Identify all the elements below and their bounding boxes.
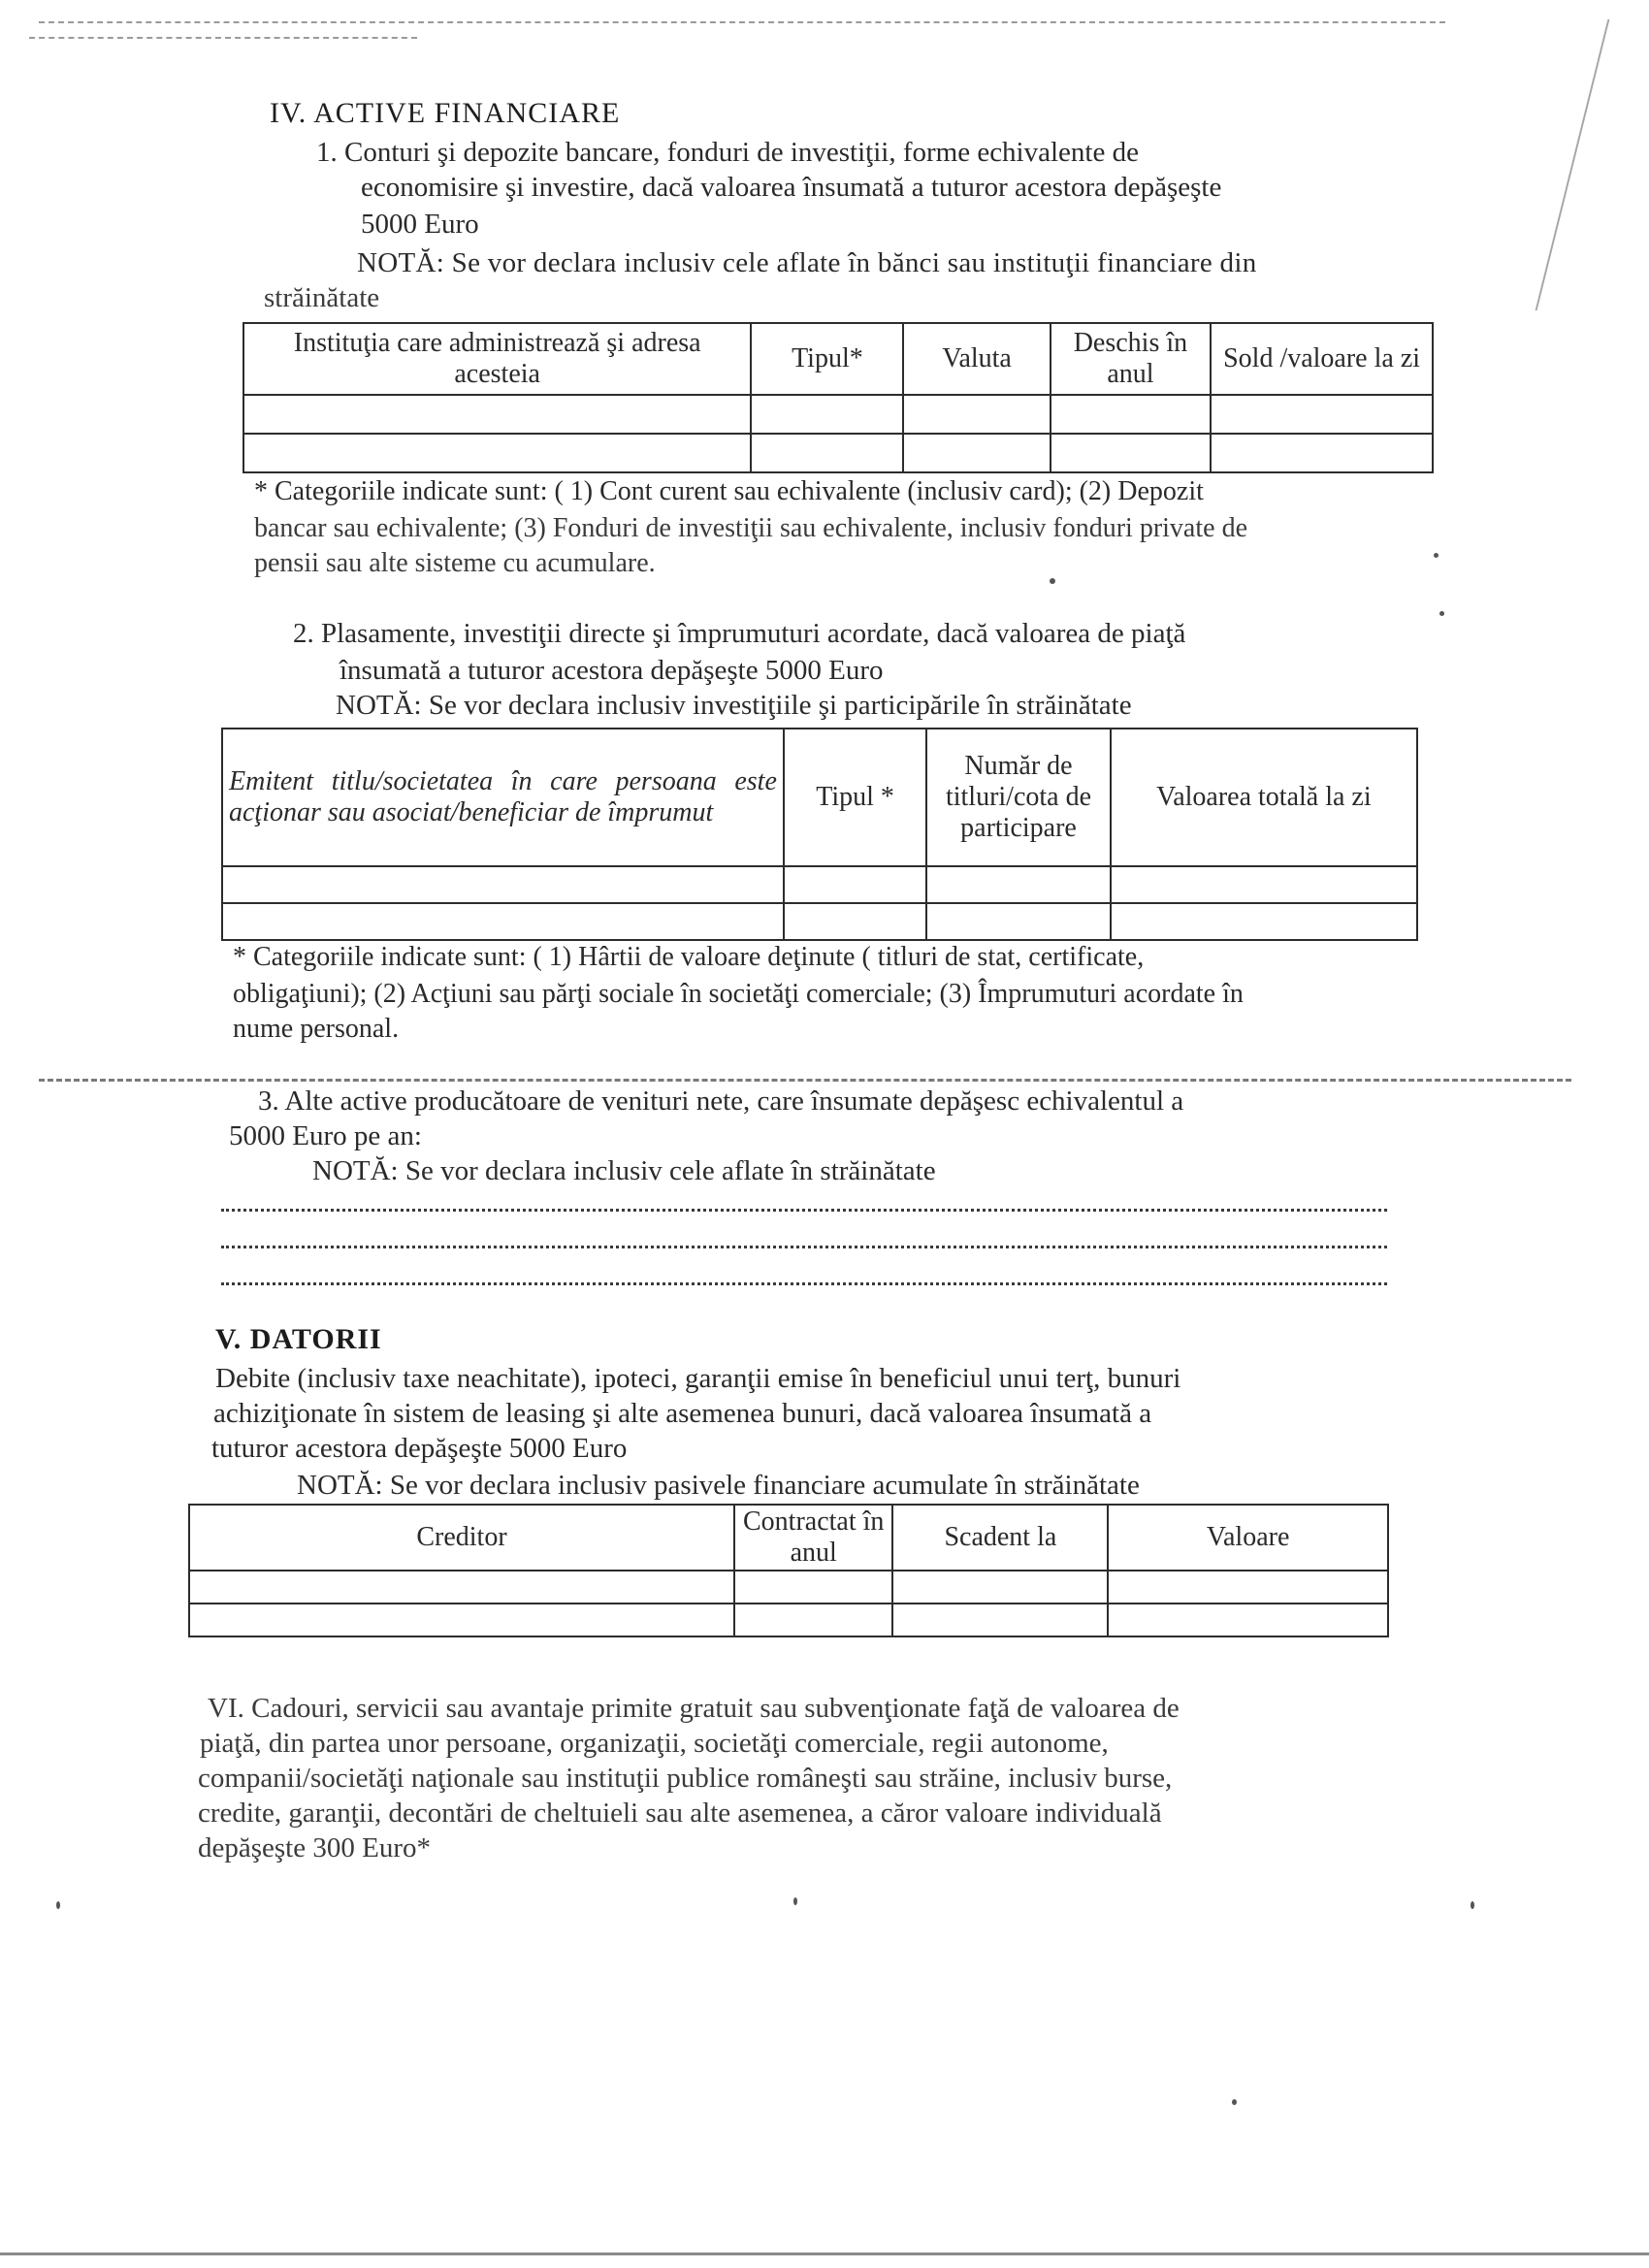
table-cell — [903, 434, 1050, 472]
item1-note-line1: NOTĂ: Se vor declara inclusiv cele aflate în bănci sau instituţii financiare din — [357, 247, 1257, 278]
table-cell — [1051, 434, 1211, 472]
cadouri-line3: companii/societăţi naţionale sau instituţii publice româneşti sau străine, inclusiv burse, — [198, 1763, 1173, 1794]
header-scadent: Scadent la — [892, 1505, 1108, 1571]
table-cell — [926, 866, 1111, 903]
scan-artifact-top-2 — [29, 37, 417, 39]
table-row — [189, 1571, 1388, 1604]
header-creditor: Creditor — [189, 1505, 734, 1571]
table-cell — [222, 866, 784, 903]
scan-speck — [56, 1901, 60, 1909]
table-cell — [243, 434, 751, 472]
cadouri-line1: VI. Cadouri, servicii sau avantaje primite gratuit sau subvenţionate faţă de valoarea de — [208, 1693, 1180, 1724]
table-header-row — [243, 323, 1433, 395]
item3-note: NOTĂ: Se vor declara inclusiv cele aflate în străinătate — [312, 1155, 936, 1186]
header-tipul: Tipul* — [751, 323, 903, 395]
table-cell — [243, 395, 751, 434]
datorii-line2: achiziţionate în sistem de leasing şi alte asemenea bunuri, dacă valoarea însumată a — [213, 1398, 1152, 1429]
dotted-fill-line-1 — [221, 1209, 1387, 1212]
table-cell — [1111, 866, 1417, 903]
table-cell — [1211, 395, 1433, 434]
datorii-note: NOTĂ: Se vor declara inclusiv pasivele financiare acumulate în străinătate — [297, 1470, 1140, 1501]
dotted-fill-line-3 — [221, 1282, 1387, 1285]
item1-line1: 1. Conturi şi depozite bancare, fonduri de investiţii, forme echivalente de — [316, 137, 1139, 168]
table-header-row — [222, 729, 1417, 866]
item3-line2: 5000 Euro pe an: — [229, 1120, 422, 1151]
cadouri-line2: piaţă, din partea unor persoane, organizaţii, societăţi comerciale, regii autonome, — [200, 1728, 1109, 1759]
table-cell — [734, 1571, 892, 1604]
table-cell — [751, 434, 903, 472]
datorii-line3: tuturor acestora depăşeşte 5000 Euro — [211, 1433, 628, 1464]
item2-line1: 2. Plasamente, investiţii directe şi împrumuturi acordate, dacă valoarea de piaţă — [293, 618, 1186, 649]
table-cell — [892, 1604, 1108, 1636]
header-contractat: Contractat în anul — [734, 1505, 892, 1571]
table-row — [189, 1604, 1388, 1636]
header-tipul: Tipul * — [784, 729, 926, 866]
item2-footnote-line2: obligaţiuni); (2) Acţiuni sau părţi sociale în societăţi comerciale; (3) Împrumuturi acordate în — [233, 979, 1244, 1009]
table-cell — [784, 903, 926, 940]
table-cell — [1108, 1604, 1388, 1636]
item3-line1: 3. Alte active producătoare de venituri nete, care însumate depăşesc echivalentul a — [258, 1085, 1184, 1117]
table-cell — [189, 1571, 734, 1604]
header-numar-titluri: Număr de titluri/cota de participare — [926, 729, 1111, 866]
header-valuta: Valuta — [903, 323, 1050, 395]
table-cell — [189, 1604, 734, 1636]
table-row — [243, 434, 1433, 472]
table-cell — [903, 395, 1050, 434]
table-cell — [926, 903, 1111, 940]
item2-footnote-line3: nume personal. — [233, 1014, 400, 1044]
debts-table — [188, 1504, 1389, 1637]
scan-speck — [1434, 553, 1439, 558]
item1-footnote-line2: bancar sau echivalente; (3) Fonduri de investiţii sau echivalente, inclusiv fonduri private de — [254, 513, 1247, 543]
scan-artifact-middle — [39, 1079, 1571, 1082]
scan-speck — [1439, 611, 1444, 616]
table-cell — [892, 1571, 1108, 1604]
table-cell — [1108, 1571, 1388, 1604]
scan-speck — [1050, 578, 1055, 584]
item1-line2: economisire şi investire, dacă valoarea însumată a tuturor acestora depăşeşte — [361, 172, 1222, 203]
table-cell — [1051, 395, 1211, 434]
section-heading-datorii: V. DATORII — [215, 1323, 382, 1355]
table-cell — [1211, 434, 1433, 472]
item1-footnote-line1: * Categoriile indicate sunt: ( 1) Cont curent sau echivalente (inclusiv card); (2) Depozit — [254, 476, 1204, 506]
scan-artifact-bottom — [0, 2252, 1649, 2255]
header-deschis: Deschis în anul — [1051, 323, 1211, 395]
header-sold: Sold /valoare la zi — [1211, 323, 1433, 395]
scan-artifact-page-edge — [1419, 19, 1610, 310]
table-header-row — [189, 1505, 1388, 1571]
item2-footnote-line1: * Categoriile indicate sunt: ( 1) Hârtii de valoare deţinute ( titluri de stat, certificate, — [233, 942, 1145, 972]
header-institutia: Instituţia care administrează şi adresa acesteia — [243, 323, 751, 395]
table-row — [222, 866, 1417, 903]
item1-footnote-line3: pensii sau alte sisteme cu acumulare. — [254, 548, 656, 578]
table-row — [243, 395, 1433, 434]
scan-speck — [1232, 2099, 1237, 2105]
header-emitent: Emitent titlu/societatea în care persoana este acţionar sau asociat/beneficiar de împrumut — [222, 729, 784, 866]
table-cell — [1111, 903, 1417, 940]
section-heading-active-financiare: IV. ACTIVE FINANCIARE — [270, 97, 621, 129]
table-cell — [784, 866, 926, 903]
table-cell — [222, 903, 784, 940]
cadouri-line5: depăşeşte 300 Euro* — [198, 1832, 431, 1863]
table-cell — [751, 395, 903, 434]
item1-note-line2: străinătate — [264, 282, 380, 313]
item2-line2: însumată a tuturor acestora depăşeşte 5000 Euro — [340, 655, 884, 686]
header-valoarea-totala: Valoarea totală la zi — [1111, 729, 1417, 866]
header-valoare: Valoare — [1108, 1505, 1388, 1571]
scan-speck — [793, 1897, 797, 1905]
cadouri-line4: credite, garanţii, decontări de cheltuieli sau alte asemenea, a căror valoare individuală — [198, 1798, 1162, 1829]
dotted-fill-line-2 — [221, 1246, 1387, 1248]
scan-speck — [1471, 1901, 1474, 1909]
scan-artifact-top — [39, 21, 1445, 23]
item1-line3: 5000 Euro — [361, 209, 479, 240]
table-cell — [734, 1604, 892, 1636]
investments-table — [221, 728, 1418, 941]
bank-accounts-table — [242, 322, 1434, 473]
item2-note: NOTĂ: Se vor declara inclusiv investiţiile şi participările în străinătate — [336, 690, 1132, 721]
table-row — [222, 903, 1417, 940]
datorii-line1: Debite (inclusiv taxe neachitate), ipoteci, garanţii emise în beneficiul unui terţ, bunuri — [215, 1363, 1181, 1394]
